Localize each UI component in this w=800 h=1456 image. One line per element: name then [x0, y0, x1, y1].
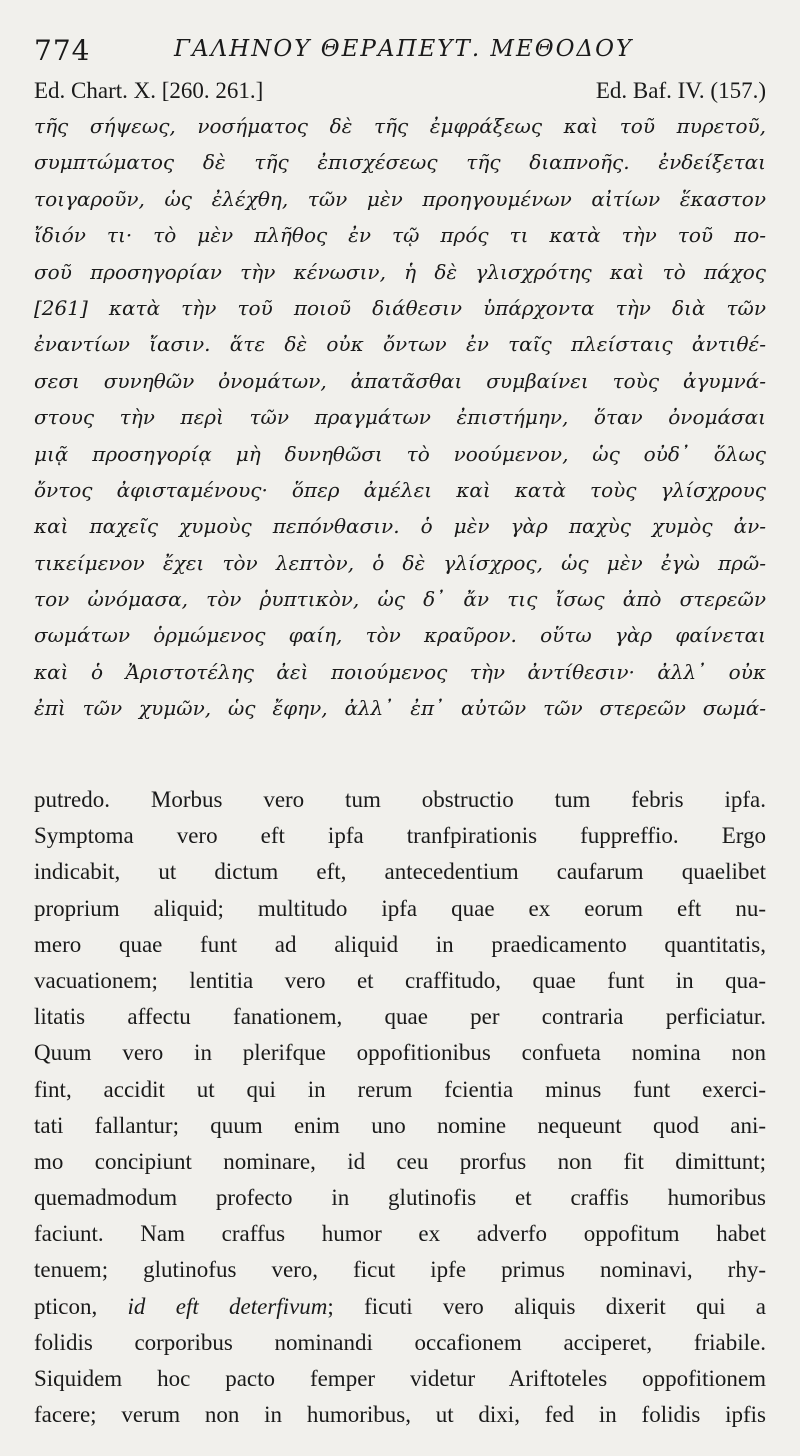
greek-line: συμπτώματος δὲ τῆς ἐπισχέσεως τῆς διαπνοῆς. ἐνδείξεται — [34, 150, 766, 175]
latin-line: litatis affectu fanationem, quae per contraria perficiatur. — [34, 1004, 766, 1030]
latin-line: putredo. Morbus vero tum obstructio tum febris ipfa. — [34, 787, 766, 812]
greek-line: σοῦ προσηγορίαν τὴν κένωσιν, ἡ δὲ γλισχρότης καὶ τὸ πάχος — [34, 259, 766, 284]
greek-line: σεσι συνηθῶν ὀνομάτων, ἀπατᾶσθαι συμβαίνει τοὺς ἀγυμνά- — [34, 368, 766, 393]
greek-line: ἴδιόν τι· τὸ μὲν πλῆθος ἐν τῷ πρός τι κατὰ τὴν τοῦ πο- — [34, 223, 766, 248]
greek-line: στους τὴν περὶ τῶν πραγμάτων ἐπιστήμην, ὅταν ὀνομάσαι — [34, 405, 766, 430]
greek-line: ὄντος ἀφισταμένους· ὅπερ ἀμέλει καὶ κατὰ τοὺς γλίσχρους — [34, 477, 766, 502]
latin-line: faciunt. Nam craffus humor ex adverfo oppofitum habet — [34, 1221, 766, 1247]
latin-line: pticon, id eft deterfivum; ficuti vero aliquis dixerit qui a — [34, 1293, 766, 1319]
latin-line: vacuationem; lentitia vero et craffitudo, quae funt in qua- — [34, 967, 766, 993]
latin-line: Symptoma vero eft ipfa tranfpirationis fuppreffio. Ergo — [34, 823, 766, 849]
greek-line: τῆς σήψεως, νοσήματος δὲ τῆς ἐμφράξεως καὶ τοῦ πυρετοῦ, — [34, 114, 766, 138]
latin-line: mero quae funt ad aliquid in praedicamento quantitatis, — [34, 931, 766, 957]
page-header — [34, 28, 766, 68]
latin-line: indicabit, ut dictum eft, antecedentium caufarum quaelibet — [34, 859, 766, 885]
latin-line: folidis corporibus nominandi occafionem acciperet, friabile. — [34, 1329, 766, 1355]
running-title: ΓΑΛΗΝΟΥ ΘΕΡΑΠΕΥΤ. ΜΕΘΟΔΟΥ — [174, 36, 634, 62]
latin-line: tati fallantur; quum enim uno nomine nequeunt quod ani- — [34, 1112, 766, 1138]
latin-line: facere; verum non in humoribus, ut dixi, fed in folidis ipfis — [34, 1402, 766, 1428]
greek-line: ἐπὶ τῶν χυμῶν, ὡς ἔφην, ἀλλ᾽ ἐπ᾽ αὐτῶν τῶν στερεῶν σωμά- — [34, 696, 766, 721]
greek-line: ἐναντίων ἴασιν. ἅτε δὲ οὐκ ὄντων ἐν ταῖς πλείσταις ἀντιθέ- — [34, 332, 766, 357]
latin-text-block — [34, 782, 766, 1433]
latin-line: quemadmodum profecto in glutinofis et craffis humoribus — [34, 1185, 766, 1211]
greek-line: τοιγαροῦν, ὡς ἐλέχθη, τῶν μὲν προηγουμένων αἰτίων ἕκαστον — [34, 186, 766, 211]
greek-line: σωμάτων ὁρμώμενος φαίη, τὸν κραῦρον. οὕτω γὰρ φαίνεται — [34, 623, 766, 648]
latin-line: tenuem; glutinofus vero, ficut ipfe primus nominavi, rhy- — [34, 1257, 766, 1283]
greek-line: τον ὠνόμασα, τὸν ῥυπτικὸν, ὡς δ᾽ ἄν τις ἴσως ἀπὸ στερεῶν — [34, 587, 766, 612]
greek-line: τικείμενον ἔχει τὸν λεπτὸν, ὁ δὲ γλίσχρος, ὡς μὲν ἐγὼ πρῶ- — [34, 550, 766, 575]
greek-line: καὶ παχεῖς χυμοὺς πεπόνθασιν. ὁ μὲν γὰρ παχὺς χυμὸς ἀν- — [34, 514, 766, 539]
italic-gloss: id eft deterfivum — [127, 1293, 328, 1319]
greek-text-block — [34, 108, 766, 727]
edition-reference-line — [34, 78, 766, 108]
edition-reference-chartier: Ed. Chart. X. [260. 261.] — [34, 78, 264, 103]
page-number: 774 — [34, 34, 91, 67]
greek-line: [261] κατὰ τὴν τοῦ ποιοῦ διάθεσιν ὑπάρχοντα τὴν διὰ τῶν — [34, 295, 766, 320]
greek-line: μιᾷ προσηγορίᾳ μὴ δυνηθῶσι τὸ νοούμενον, ὡς οὐδ᾽ ὅλως — [34, 441, 766, 466]
greek-line: καὶ ὁ Ἀριστοτέλης ἀεὶ ποιούμενος τὴν ἀντίθεσιν· ἀλλ᾽ οὐκ — [34, 659, 766, 684]
edition-reference-basel: Ed. Baf. IV. (157.) — [595, 78, 766, 103]
latin-line: proprium aliquid; multitudo ipfa quae ex eorum eft nu- — [34, 895, 766, 921]
latin-line: fint, accidit ut qui in rerum fcientia minus funt exerci- — [34, 1076, 766, 1102]
latin-line: mo concipiunt nominare, id ceu prorfus non fit dimittunt; — [34, 1148, 766, 1174]
latin-line: Quum vero in plerifque oppofitionibus confueta nomina non — [34, 1040, 766, 1066]
latin-line: Siquidem hoc pacto femper videtur Ariftoteles oppofitionem — [34, 1366, 766, 1391]
